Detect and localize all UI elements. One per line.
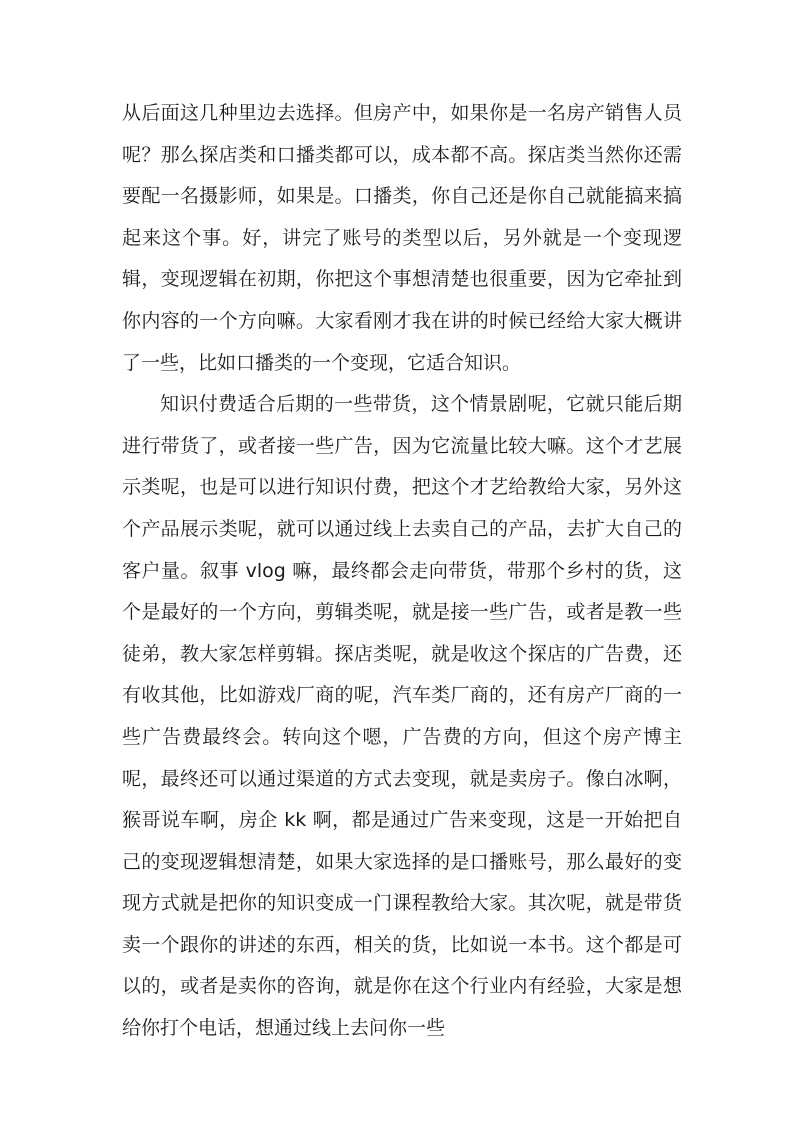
body-text (122, 93, 682, 1050)
paragraph-2: 知识付费适合后期的一些带货，这个情景剧呢，它就只能后期进行带货了，或者接一些广告，因为它流量比较大嘛。这个才艺展示类呢，也是可以进行知识付费，把这个才艺给教给大家，另外这个产品展示类呢，就可以通过线上去卖自己的产品，去扩大自己的客户量。叙事 vlog 嘛，最终都会走向带货，带那个乡村的货，这个是最好的一个方向，剪辑类呢，就是接一些广告，或者是教一些徒弟，教大家怎样剪辑。探店类呢，就是收这个探店的广告费，还有收其他，比如游戏厂商的呢，汽车类厂商的，还有房产厂商的一些广告费最终会。转向这个嗯，广告费的方向，但这个房产博主呢，最终还可以通过渠道的方式去变现，就是卖房子。像白冰啊，猴哥说车啊，房企 kk 啊，都是通过广告来变现，这是一开始把自己的变现逻辑想清楚，如果大家选择的是口播账号，那么最好的变现方式就是把你的知识变成一门课程教给大家。其次呢，就是带货卖一个跟你的讲述的东西，相关的货，比如说一本书。这个都是可以的，或者是卖你的咨询，就是你在这个行业内有经验，大家是想给你打个电话，想通过线上去问你一些 (122, 393, 682, 1040)
paragraph-1: 从后面这几种里边去选择。但房产中，如果你是一名房产销售人员呢？那么探店类和口播类都可以，成本都不高。探店类当然你还需要配一名摄影师，如果是。口播类，你自己还是你自己就能搞来搞起来这个事。好，讲完了账号的类型以后，另外就是一个变现逻辑，变现逻辑在初期，你把这个事想清楚也很重要，因为它牵扯到你内容的一个方向嘛。大家看刚才我在讲的时候已经给大家大概讲了一些，比如口播类的一个变现，它适合知识。 (122, 102, 682, 374)
